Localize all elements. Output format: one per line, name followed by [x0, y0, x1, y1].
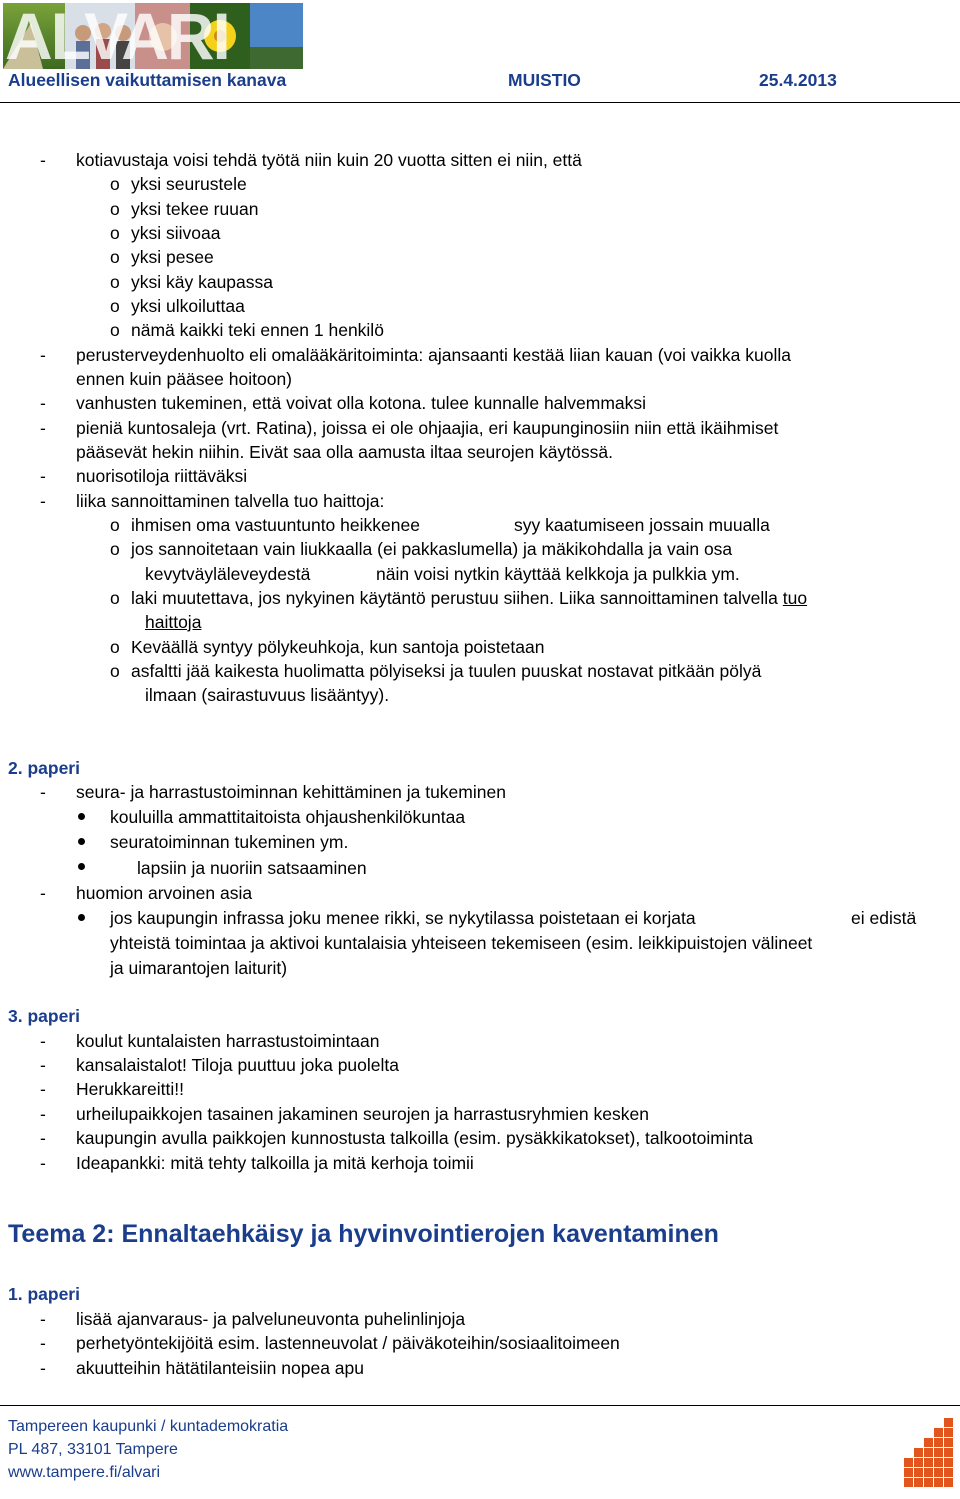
list-item: yksi käy kaupassa: [131, 272, 274, 292]
paper-3-heading: 3. paperi: [8, 1006, 80, 1026]
dash-marker: -: [40, 491, 46, 511]
list-item: urheilupaikkojen tasainen jakaminen seurojen ja harrastusryhmien kesken: [76, 1104, 649, 1124]
sub-marker: o: [110, 661, 120, 681]
list-item-cont: yhteistä toimintaa ja aktivoi kuntalaisia yhteiseen tekemiseen (esim. leikkipuistojen välineet: [110, 933, 813, 953]
document-header: [8, 70, 960, 92]
paper-2-heading: 2. paperi: [8, 758, 80, 778]
list-item: jos kaupungin infrassa joku menee rikki, se nykytilassa poistetaan ei korjata: [110, 908, 696, 928]
dash-marker: -: [40, 782, 46, 802]
sub-marker: o: [110, 539, 120, 559]
banner-photo-collage: [3, 3, 303, 69]
footer-organization: Tampereen kaupunki / kuntademokratia: [8, 1418, 289, 1435]
dash-marker: -: [40, 883, 46, 903]
header-doc-type: MUISTIO: [508, 70, 581, 90]
list-item: vanhusten tukeminen, että voivat olla kotona. tulee kunnalle halvemmaksi: [76, 393, 647, 413]
dash-marker: -: [40, 150, 46, 170]
list-item: asfaltti jää kaikesta huolimatta pölyiseksi ja tuulen puuskat nostavat pitkään pölyä: [131, 661, 762, 681]
dash-marker: -: [40, 1333, 46, 1353]
list-item: yksi ulkoiluttaa: [131, 296, 245, 316]
sub-marker: o: [110, 296, 120, 316]
dash-marker: -: [40, 1055, 46, 1075]
list-item-text: laki muutettava, jos nykyinen käytäntö perustuu siihen. Liika sannoittaminen talvella: [131, 588, 783, 608]
footer-address: PL 487, 33101 Tampere: [8, 1441, 178, 1458]
bullet-marker: [78, 813, 85, 820]
dash-marker: -: [40, 1128, 46, 1148]
list-item: kaupungin avulla paikkojen kunnostusta talkoilla (esim. pysäkkikatokset), talkootoiminta: [76, 1128, 754, 1148]
sub-marker: o: [110, 588, 120, 608]
dash-marker: -: [40, 1031, 46, 1051]
list-item-cont: näin voisi nytkin käyttää kelkkoja ja pulkkia ym.: [376, 564, 740, 584]
list-item-cont: ennen kuin pääsee hoitoon): [76, 369, 293, 389]
list-item: yksi tekee ruuan: [131, 199, 259, 219]
list-item-cont: ei edistä: [851, 908, 917, 928]
dash-marker: -: [40, 1104, 46, 1124]
list-item: kansalaistalot! Tiloja puuttuu joka puolelta: [76, 1055, 399, 1075]
list-item: Herukkareitti!!: [76, 1079, 184, 1099]
list-item: Ideapankki: mitä tehty talkoilla ja mitä kerhoja toimii: [76, 1153, 474, 1173]
dash-marker: -: [40, 1079, 46, 1099]
list-item-cont: kevytväyläleveydestä: [145, 564, 311, 584]
header-divider: [0, 102, 960, 103]
list-item: nuorisotiloja riittäväksi: [76, 466, 248, 486]
footer-website-link[interactable]: www.tampere.fi/alvari: [8, 1464, 161, 1481]
list-item-cont: pääsevät hekin niihin. Eivät saa olla aamusta iltaa seurojen käytössä.: [76, 442, 613, 462]
sub-marker: o: [110, 320, 120, 340]
list-item: liika sannoittaminen talvella tuo haittoja:: [76, 491, 385, 511]
dash-marker: -: [40, 1153, 46, 1173]
footer-divider: [0, 1405, 960, 1406]
underlined-text: tuo: [782, 588, 808, 608]
list-item: nämä kaikki teki ennen 1 henkilö: [131, 320, 384, 340]
banner-brand-text: ALVARI: [5, 3, 229, 69]
list-item: yksi pesee: [131, 247, 214, 267]
bullet-marker: [78, 914, 85, 921]
theme-2-title: Teema 2: Ennaltaehkäisy ja hyvinvointierojen kaventaminen: [8, 1220, 719, 1248]
list-item: [131, 586, 807, 611]
list-item: ihmisen oma vastuuntunto heikkenee: [131, 515, 420, 535]
tampere-logo-icon: [902, 1418, 958, 1492]
header-date: 25.4.2013: [759, 70, 837, 90]
list-item: perusterveydenhuolto eli omalääkäritoiminta: ajansaanti kestää liian kauan (voi vaikka kuolla: [76, 345, 791, 365]
list-item: huomion arvoinen asia: [76, 883, 253, 903]
list-item: seuratoiminnan tukeminen ym.: [110, 832, 349, 852]
list-item-cont: ilmaan (sairastuvuus lisääntyy).: [145, 685, 390, 705]
list-item: perhetyöntekijöitä esim. lastenneuvolat / päiväkoteihin/sosiaalitoimeen: [76, 1333, 620, 1353]
list-item-cont: syy kaatumiseen jossain muualla: [514, 515, 770, 535]
list-item: jos sannoitetaan vain liukkaalla (ei pakkaslumella) ja mäkikohdalla ja vain osa: [131, 539, 733, 559]
dash-marker: -: [40, 466, 46, 486]
alvari-banner: [3, 3, 303, 69]
dash-marker: -: [40, 1309, 46, 1329]
paper-1-heading: 1. paperi: [8, 1284, 80, 1304]
bullet-marker: [78, 863, 85, 870]
header-subtitle: Alueellisen vaikuttamisen kanava: [8, 70, 287, 90]
sub-marker: o: [110, 199, 120, 219]
dash-marker: -: [40, 1358, 46, 1378]
list-item: lapsiin ja nuoriin satsaaminen: [137, 858, 367, 878]
list-item: Keväällä syntyy pölykeuhkoja, kun santoja poistetaan: [131, 637, 545, 657]
sub-marker: o: [110, 247, 120, 267]
sub-marker: o: [110, 223, 120, 243]
bullet-marker: [78, 838, 85, 845]
dash-marker: -: [40, 345, 46, 365]
sub-marker: o: [110, 174, 120, 194]
list-item: yksi siivoaa: [131, 223, 221, 243]
dash-marker: -: [40, 418, 46, 438]
list-item: seura- ja harrastustoiminnan kehittäminen ja tukeminen: [76, 782, 506, 802]
list-item: yksi seurustele: [131, 174, 247, 194]
list-item: kotiavustaja voisi tehdä työtä niin kuin 20 vuotta sitten ei niin, että: [76, 150, 582, 170]
sub-marker: o: [110, 515, 120, 535]
list-item: akuutteihin hätätilanteisiin nopea apu: [76, 1358, 364, 1378]
list-item: kouluilla ammattitaitoista ohjaushenkilökuntaa: [110, 807, 466, 827]
list-item-cont: ja uimarantojen laiturit): [110, 958, 288, 978]
list-item: koulut kuntalaisten harrastustoimintaan: [76, 1031, 380, 1051]
list-item: pieniä kuntosaleja (vrt. Ratina), joissa ei ole ohjaajia, eri kaupunginosiin niin että ikäihmiset: [76, 418, 779, 438]
sub-marker: o: [110, 272, 120, 292]
underlined-text: haittoja: [145, 612, 202, 632]
sub-marker: o: [110, 637, 120, 657]
dash-marker: -: [40, 393, 46, 413]
list-item: lisää ajanvaraus- ja palveluneuvonta puhelinlinjoja: [76, 1309, 466, 1329]
